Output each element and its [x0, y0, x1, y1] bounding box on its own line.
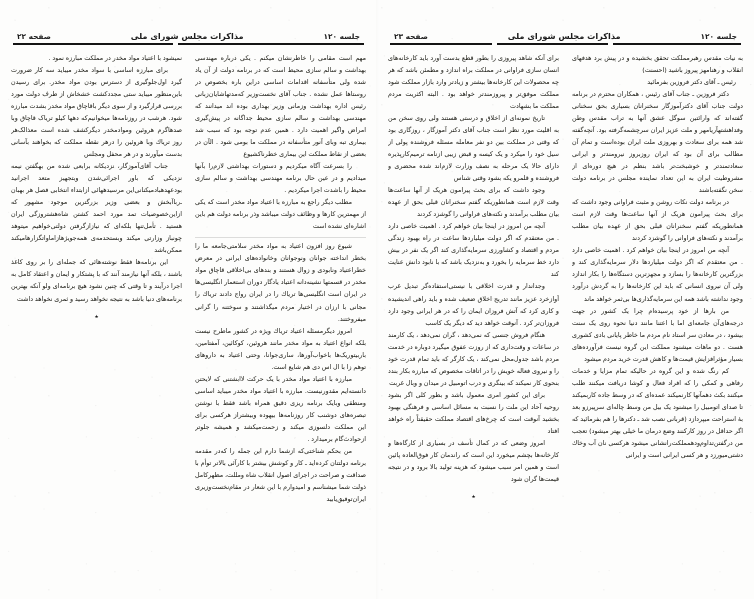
section-ornament: ٭: [471, 492, 476, 502]
text-columns-right: [11, 53, 366, 583]
paragraph: برای مبارزه اساسی با سواد مخدر میباید سه کار ضرورت گیرد اول‌جلوگیری از دسترس بودن مواد مخدر. برای رسیدن باین‌منظور میباید ستی مجددکشت خشخاش از طرف دولت مورد بررسی قرارگیرد و از سوی دیگر باقاچاق مواد مخدر بشدت مبارزه شود. هرشب در روزنامه‌ها میخوانیم‌که دهها کیلو تریاک قاچاق وبا صدهاگرم هروئین وموادمخدر دیگرکشف شده است معذالک‌هر روز تریاك وبا هروئین را درهر نقطه مملکت که بخواهند بآسانی بدست میآورند و در هر محفل ومجلس: [11, 66, 182, 158]
paragraph: امروز دیگرمسئله اعتیاد تریاك ویژه در کشور ماطرح نیست بلکه انواع اعتیاد به مواد مخدر مانند هروئین، کوکائین، آمفتامین، باربیتوریک‌ها باخواب‌آورها، ساری‌جوانا، وحتی اعتیاد به داروهای توهم زا با ال اس دی هم شایع است.: [195, 327, 366, 371]
paragraph: برای آنکه شاهد پیروزی را بطور قطع بدست آورد باید کارخانه‌های انسان سازی فراوانی در مملکت براه اندازد و مطمئن باشد که هر چه محصولات این کارخانه‌ها بیشتر و زیادتر وارد بازار مملکت شود مملکت موفق‌تر و پیروزمندتر خواهد بود . البته اکثریت مردم مملکت ما بشهادت: [388, 54, 559, 110]
paragraph: را بسرعت آگاه میکردیم و دستورات بهداشتی لازم‌را بآنها میدادیم و در عین حال برنامه مهندسی بهداشت و سالم سازی محیط را باشدت اجرا میکردیم .: [195, 163, 366, 195]
header-rule-right: [11, 43, 366, 45]
paragraph: وجود داشت که برای بحث پیرامون هریک از آنها ساعت‌ها وقت لازم است همانطوریکه گفتم سخنرانان قبلی بحق از عهده بیان مطلب برآمدند و نکته‌های فراوانی را گوشزد کردند: [388, 187, 559, 219]
page-number-right: صفحه ۲۲: [17, 31, 51, 41]
session-label-left: جلسه ۱۲۰: [700, 31, 737, 41]
paragraph: مهم است مقامی را خاطرنشان میکنم . یکی درباره مهندسی بهداشت و سالم سازی محیط است که در برنامه دولت از آن یاد شده ولی متأسفانه اقدامات اساسی دراین باره بخصوص در روستاها عمل نشده . جناب آقای نخست‌وزیر که‌مدتهاشایان‌زبانی رئیس اداره بهداشت وزمانی وزیر بهداری بوده اند میدانند که مهندسی بهداشت و سالم سازی محیط جداگانه در پیش‌گیری امراض واگیر اهمیت دارد . همین عدم توجه بود که سبب شد بیماری تبه وبای آنور متأسفانه در مملکت ما بومی شود . الآن در بعضی از نقاط مملکت این بیماری خطرناکشیوع: [195, 54, 366, 158]
paragraph: من بارها از خود پرسیده‌ام چرا یک کشور در جهت درجه‌های‌آن جامعه‌ای اما با اعتنا مانند دنیا نحوه روی یک سنت بیشود ، در معادن سر استاد نام مردم ما خاطر پایانی بادی کشوری هست . دو ماهات میشنود مملکت این گروه نیست فرآورده‌های بسیار مؤثرافزایش قیمت‌ها و کاهش قدرت خرید مردم میشود: [572, 307, 743, 363]
paragraph: دکتر فروزین ـ جناب آقای رئیس ، همکاران محترم در برنامه دولت جناب آقای دکترآموزگار سخنرانان بسیاری بحق سخنانی گفته‌اند که وارائتین سوگل عشق آنها به تراب مقدس وطن وفداهشتهآریامهر و ملت عزیز ایران سرچشمه‌گرفته بود. آنچه‌گفته شد همه برای سعادت و بهروزی ملت ایران بوده‌است و تمام آن مطالب برای آن بود که ایران روزبروز نیرومندتر و ایرانی سعادتمندتر و خوشبخت‌تر باشد بنظم در هیچ دوره‌ای از مشروطیت ایران به این تعداد نماینده مجلس در برنامه دولت سخن نگفته‌باشند: [572, 90, 743, 195]
page-left: [377, 0, 754, 599]
page-number-left: صفحه ۲۳: [394, 31, 428, 41]
paragraph-speaker: رئیس ـ آقای دکتر فروزین بفرمائید: [647, 78, 736, 86]
paragraph: تاریخ نمونه‌ای از اخلاق و درستی هستند ولی روی سخن من به اقلیت مورد نظر است جناب آقای دکتر آموزگار ، روزگاری بود که وقتی در مملکت بین دو نفر معامله مسئله فروشنده پولی از سیل خود را میکرد و یک کیسه و قبض زیبی ازنامه ترمیم‌کارپذیره دارای حالا یک مرحله به نصف وزارت لازم‌اند شده محضری و فروشنده و قلمرو یکه بشود وقتی شناس: [388, 114, 559, 183]
paragraph: آنچه من امروز در اینجا بیان خواهم کرد . اهمیت خاصی دارد . من معتقدم که اگر دولت میلیاردها دلار سرمایه‌گذاری کند و بزرگترین کارخانه‌ها را بسازد و مجهزترین دستگاه‌ها را بکار اندازد ولی آن نیروی انسانی که باید این کارخانه‌ها را به گردش درآورد وجود نداشته باشد همه این سرمایه‌گذاری‌ها بی‌ثمر خواهد ماند: [572, 247, 743, 303]
paragraph: مبارزه با اعتیاد مواد مخدر با یک حرکت لاابشتنی که لایحتن دانسته‌ایم مقدورنیست. مبارزه با اعتیاد مواد مخدر میباید اساسی ومنطقی وبایک برنامه ریزی دقیق همراه باشد فقط با نوشتن تبصره‌های دوشنب کار روزنامه‌ها بیهوده وبیشتراز هرکسی برای این مملکت دلسوزی میکند و زحمت‌میکشد و همیشه جلوتر ازحوادث‌گام برمیدارد .: [195, 375, 366, 444]
column-left-right-page: [11, 53, 182, 583]
paragraph: وجداندار و قدرت اخلاقی با نیستی‌استفاده‌گر تبدیل غرب آوازخرد عزیز مانند تدریج اخلاق ضعیف شده و باید راهی اندیشیده و کاری کرد که آتش فروزان ایمان را که در هر ایرانی وجود دارد فروزان‌تر کرد . آنوقت خواهد دید که دیگر یک کاسب: [388, 283, 559, 327]
text-columns-left: [388, 53, 743, 583]
document-title-right: مذاکرات مجلس شورای ملی: [130, 30, 244, 41]
running-head-left: [388, 26, 743, 40]
column-right-left-page: [572, 53, 743, 583]
header-rule-segment: [497, 43, 608, 45]
paragraph: در برنامه دولت نکات روشن و مثبت فراوانی وجود داشت که برای بحث پیرامون هریک از آنها ساعت‌ها وقت لازم است همانطوریکه گفتم سخنرانان قبلی بحق از عهده بیان مطلب برآمدند و نکته‌های فراوانی را گوشزد کردند: [572, 199, 743, 243]
paragraph: شیوع روز افزون اعتیاد به مواد مخدر سلامتی‌جامعه ما را بخطر انداخته جوانان ونوجوانان وخانواده‌های ایرانی در معرض خطراعتیاد ونابودی و زوال هستند و بندهای بی‌اخلاقی قاچاق مواد مخدر در قسمتها نشینه‌دانه اعتیاد یادگار دوران استعمار انگلیسی‌ها در ایران است انگلیسی‌ها تریاك را در ایران رواج دادند تریاك را مجانی با ارزان در اختیار مردم میگذاشتند و سوختنه را گرانی میفروختند.: [195, 243, 366, 323]
paragraph: آنچه من امروز در اینجا بیان خواهم کرد . اهمیت خاصی دارد . من معتقدم که اگر دولت میلیاردها ساعت در راه بهبود زندگی مردم و اقتصاد و کشاورزی سرمایه‌گذاری کند اگر یک نفر در بیش دارد خط سرمایه را بخورد و به‌نزدیک باشد که با نابود دانش عنایت کند: [388, 223, 559, 279]
header-rule-segment: [13, 43, 173, 45]
running-head-right: [11, 26, 366, 40]
column-right-right-page: [195, 53, 366, 583]
scan-artefact-line: [195, 237, 366, 238]
paragraph: مطلب دیگر راجع به مبارزه با اعتیاد مواد مخدر است که یکی از مهمترین کارها و وظائف دولت میباشد وذر برنامه دولت هم باین اشاره‌ای نشده است: [195, 199, 366, 231]
paragraph: هنگام فروش جنسی که نمی‌دهد ، گران نمی‌دهد ، یک کارمند در ساعات و وقت‌داری که از روزت عفوق میگیرد دوباره در خدمت مردم باشد جدول‌محل نمی‌کند ، یک کارگر که باید تمام قدرت خود را و نیروی فعاله خویش را در اتاقات مخصوص که مبارزه بکار بندد بنحوی کار نمیکند که بینگری و درب اتومبیل در میدان و وبال غربت: [388, 331, 559, 387]
paragraph: کم رنگ شده و این گروه در حالیکه تمام مزایا و خدمات رفاهی و کمکی را که افراد فعال و کوشا دریافت میکنند طلب میکنند بکث دهمآنها کارنمیکند عمده‌ای که در وسط جاده کاربمیکند تا صدای اتومبیل را میشنود یک بیل من وسط چاله‌ای سرپیرزو بعد بهٔ استراحت میپردازد (قربانی نصب شد ـ دکترها را هم بفرمائید که اگر حداقل در روز کارکنند وضع درمان ما خیلی بهتر میشود) تعجب من درگفتن‌تداوم‌ودهمملکت‌رانشانی میشود هرکسی نان آب وخاك دشتی‌میورزد و هر کسی ایرانی است و ایرانی: [572, 367, 743, 460]
header-rule-left: [388, 43, 743, 45]
column-left-left-page: [388, 53, 559, 583]
paragraph: برای این کشور امری معمول باشد و بطور کلی اگر بشود روحیه آحاد این ملت را نسبت به مسائل اساسی و فرهنگی بهبود بخشید آنوقت است که چرخ‌های اقتصاد مملکت حقیقتاً راه خواهد افتاد: [388, 391, 559, 436]
paragraph: به نیات مقدس رهبرمملکت تحقق بخشیده و در پیش برد هدفهای انقلاب و رهنامهز پیروز باشید (احسنت): [572, 54, 743, 74]
header-rule-segment: [178, 43, 364, 45]
document-title-left: مذاکرات مجلس شورای ملی: [507, 30, 621, 41]
paragraph: نمیشود با اعتیاد مواد مخدر در مملکت مبارزه نمود .: [48, 54, 182, 62]
section-ornament: ٭: [94, 311, 99, 321]
paragraph: جناب آقای‌آموزگار، نزدیکانه برابعی شده من بهگفتن نیمه نزدیکی که باور اجرائی‌شدن وبتجهیز متعد اجرانید بودعهدهبادمیکنانی‌این مرسیدههائی ازابتداء انتخابی فصل هر بهبان ـ‌رباآبخش و بعضی وزیر بزرگترین موجود مشهور که ازاین‌خصوصیات تمد مورد احمد کشتن شاه‌هشتروزگی ایران هستید . تأمل‌تنها بلکه‌ای که نیازاز‌گرفتن دولتی‌خواهیم میتوهد چونباز وزارتی میکند وبستحدمه‌ی همه‌جویژهازاماواتگزارهامیکند ممکن‌باشد: [11, 163, 182, 255]
paragraph: من بحکم شناختی‌که ازشما دارم این جمله را که‌در مقدمه برنامه دولتتان کرده‌اید ـ کار و کوشش بیشتر با کارآئی بالاتر توأم با صداقت و صراحت در اجرای اصول انقلاب شاه ومللت، مظهرکامل ذولت شما میشناسم و امیدوارم با این شعار در مقام‌نخست‌وزیری ایران‌توفیق‌یابید: [195, 448, 366, 504]
header-rule-segment: [613, 43, 741, 45]
header-rule-segment: [390, 43, 492, 45]
paragraph: این برنامه‌ها فقط نوشته‌هائی که جمله‌ای را بر روی کاغذ باشند ، بلکه آنها نیازمند آنند که با پشتکار و ایمان و اعتقاد کامل به اجرا درآیند و تا وقتی که چنین نشود هیچ برنامه‌ای ولو آنکه بهترین برنامه‌های دنیا باشد به نتیجه نخواهد رسید و ثمری نخواهد داشت: [11, 259, 182, 303]
paragraph: امروز وضعی که در کمال تأسف در بسیاری از کارگاه‌ها و کارخانه‌ها بچشم میخورد این است که راندمان کار فوق‌العاده پائین است و همین امر سبب میشود که هزینه تولید بالا برود و در نتیجه قیمت‌ها گران شود: [388, 440, 559, 484]
session-label-right: جلسه ۱۲۰: [323, 31, 360, 41]
